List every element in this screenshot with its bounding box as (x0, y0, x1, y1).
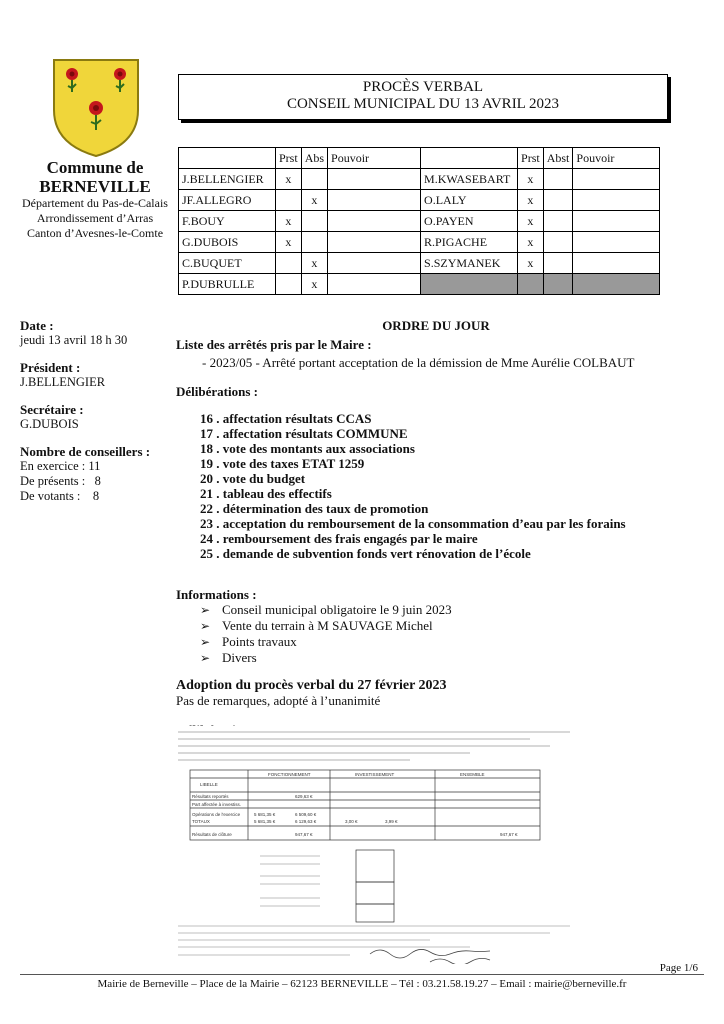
president-label: Président : (20, 360, 81, 375)
commune-canton: Canton d’Avesnes-le-Comte (26, 226, 164, 240)
list-item: 23 . acceptation du remboursement de la consommation d’eau par les forains (200, 516, 626, 531)
absent-cell: x (301, 253, 327, 274)
table-row (179, 190, 660, 211)
col-header: Abst (543, 148, 573, 169)
list-item: 20 . vote du budget (200, 471, 306, 486)
absent-cell (543, 232, 573, 253)
document-subtitle: CONSEIL MUNICIPAL DU 13 AVRIL 2023 (286, 96, 560, 112)
list-item: 22 . détermination des taux de promotion (200, 501, 429, 516)
scan-value: 3,00 € (345, 819, 358, 824)
absent-cell: x (301, 274, 327, 295)
arretes-heading: Liste des arrêtés pris par le Maire : (176, 337, 372, 352)
commune-label: Commune de (46, 158, 144, 177)
table-row (179, 211, 660, 232)
present-cell: x (276, 232, 302, 253)
absent-cell (301, 211, 327, 232)
pouvoir-cell (573, 253, 660, 274)
agenda-title: ORDRE DU JOUR (382, 318, 490, 333)
document-title: PROCÈS VERBAL (362, 79, 484, 95)
pouvoir-cell (573, 232, 660, 253)
list-item: 16 . affectation résultats CCAS (200, 411, 372, 426)
president-value: J.BELLENGIER (20, 375, 106, 389)
list-item: 19 . vote des taxes ETAT 1259 (200, 456, 365, 471)
scan-row: Résultats de clôture (192, 832, 232, 837)
absent-cell: x (301, 190, 327, 211)
present-cell: x (518, 211, 544, 232)
list-item: ➢ Divers (200, 650, 696, 666)
table-row (179, 274, 660, 295)
presents-count: De présents : 8 (20, 474, 101, 488)
attendance-header-row (179, 148, 660, 169)
scan-value: 629,63 € (295, 794, 313, 799)
commune-arrondissement: Arrondissement d’Arras (36, 211, 154, 225)
councillor-name: F.BOUY (179, 211, 276, 232)
pouvoir-cell (328, 253, 421, 274)
councillor-name: R.PIGACHE (421, 232, 518, 253)
scan-row: Résultats reportés (192, 794, 229, 799)
footer-address: Mairie de Berneville – Place de la Mairie – 62123 BERNEVILLE – Tél : 03.21.58.19.27 – Email : mairie@berneville.fr (97, 978, 627, 990)
councillor-name: G.DUBOIS (179, 232, 276, 253)
commune-header (20, 158, 170, 241)
scan-value: 5 681,35 € (254, 812, 276, 817)
meeting-details (20, 318, 170, 504)
scan-value: 5 681,35 € (254, 819, 276, 824)
pouvoir-cell (328, 211, 421, 232)
list-item: 18 . vote des montants aux associations (200, 441, 415, 456)
present-cell: x (276, 169, 302, 190)
scan-col-investissement: INVESTISSEMENT (355, 772, 395, 777)
pouvoir-cell (328, 190, 421, 211)
present-cell (276, 253, 302, 274)
absent-cell (543, 190, 573, 211)
councillor-name: JF.ALLEGRO (179, 190, 276, 211)
scan-col-fonctionnement: FONCTIONNEMENT (268, 772, 311, 777)
absent-cell (543, 253, 573, 274)
informations-heading: Informations : (176, 587, 257, 602)
scan-row: TOTAUX (192, 819, 210, 824)
list-item: ➢ Vente du terrain à M SAUVAGE Michel (200, 618, 696, 634)
scan-value: 947,67 € (500, 832, 518, 837)
empty-cell (573, 274, 660, 295)
scan-value: 3,99 € (385, 819, 398, 824)
councillor-name: O.LALY (421, 190, 518, 211)
footer-divider (20, 974, 704, 975)
councillor-name: M.KWASEBART (421, 169, 518, 190)
exercice-count: En exercice : 11 (20, 459, 101, 473)
conseillers-label: Nombre de conseillers : (20, 444, 151, 459)
scan-value: 6 509,60 € (295, 812, 317, 817)
informations-list (176, 602, 696, 666)
empty-cell (518, 274, 544, 295)
scan-value: 947,67 € (295, 832, 313, 837)
present-cell (276, 190, 302, 211)
document-title-box (178, 74, 668, 120)
present-cell: x (518, 232, 544, 253)
deliberations-heading: Délibérations : (176, 384, 258, 399)
present-cell: x (518, 169, 544, 190)
pouvoir-cell (573, 169, 660, 190)
pouvoir-cell (328, 169, 421, 190)
absent-cell (301, 232, 327, 253)
scan-col-ensemble: ENSEMBLE (460, 772, 485, 777)
list-item: ➢ Conseil municipal obligatoire le 9 juin 2023 (200, 602, 696, 618)
arrete-item: - 2023/05 - Arrêté portant acceptation de la démission de Mme Aurélie COLBAUT (202, 355, 635, 370)
commune-name: BERNEVILLE (39, 177, 151, 196)
commune-departement: Département du Pas-de-Calais (22, 196, 168, 210)
list-item: 24 . remboursement des frais engagés par le maire (200, 531, 478, 546)
absent-cell (543, 211, 573, 232)
present-cell: x (518, 253, 544, 274)
list-item: ➢ Points travaux (200, 634, 696, 650)
present-cell (276, 274, 302, 295)
pouvoir-cell (573, 190, 660, 211)
col-header: Abs (301, 148, 327, 169)
councillor-name: C.BUQUET (179, 253, 276, 274)
present-cell: x (518, 190, 544, 211)
scan-col-libelle: LIBELLE (200, 782, 218, 787)
scan-value: 6 129,63 € (295, 819, 317, 824)
absent-cell (301, 169, 327, 190)
col-header: Pouvoir (328, 148, 421, 169)
councillor-name: P.DUBRULLE (179, 274, 276, 295)
secretaire-label: Secrétaire : (20, 402, 84, 417)
present-cell: x (276, 211, 302, 232)
commune-coat-of-arms (50, 58, 142, 158)
col-header: Pouvoir (573, 148, 660, 169)
empty-cell (421, 274, 518, 295)
date-value: jeudi 13 avril 18 h 30 (20, 333, 128, 347)
scan-row: Opérations de l'exercice (192, 812, 241, 817)
list-item: 25 . demande de subvention fonds vert rénovation de l’école (200, 546, 531, 561)
votants-count: De votants : 8 (20, 489, 100, 503)
pouvoir-cell (328, 232, 421, 253)
list-item: 21 . tableau des effectifs (200, 486, 332, 501)
page-number: Page 1/6 (659, 962, 698, 974)
scan-row: Part affectée à investiss. (192, 802, 241, 807)
pouvoir-cell (328, 274, 421, 295)
table-row (179, 253, 660, 274)
attendance-table (178, 147, 660, 295)
date-label: Date : (20, 318, 54, 333)
col-header: Prst (518, 148, 544, 169)
secretaire-value: G.DUBOIS (20, 417, 79, 431)
absent-cell (543, 169, 573, 190)
adoption-heading: Adoption du procès verbal du 27 février 2023 (176, 678, 447, 693)
empty-cell (543, 274, 573, 295)
pouvoir-cell (573, 211, 660, 232)
col-header: Prst (276, 148, 302, 169)
deliberations-list (176, 411, 696, 561)
councillor-name: O.PAYEN (421, 211, 518, 232)
councillor-name: S.SZYMANEK (421, 253, 518, 274)
adoption-text: Pas de remarques, adopté à l’unanimité (176, 693, 381, 708)
table-row (179, 169, 660, 190)
table-row (179, 232, 660, 253)
scanned-deliberation-document (170, 726, 590, 964)
list-item: 17 . affectation résultats COMMUNE (200, 426, 408, 441)
agenda (176, 318, 696, 739)
councillor-name: J.BELLENGIER (179, 169, 276, 190)
